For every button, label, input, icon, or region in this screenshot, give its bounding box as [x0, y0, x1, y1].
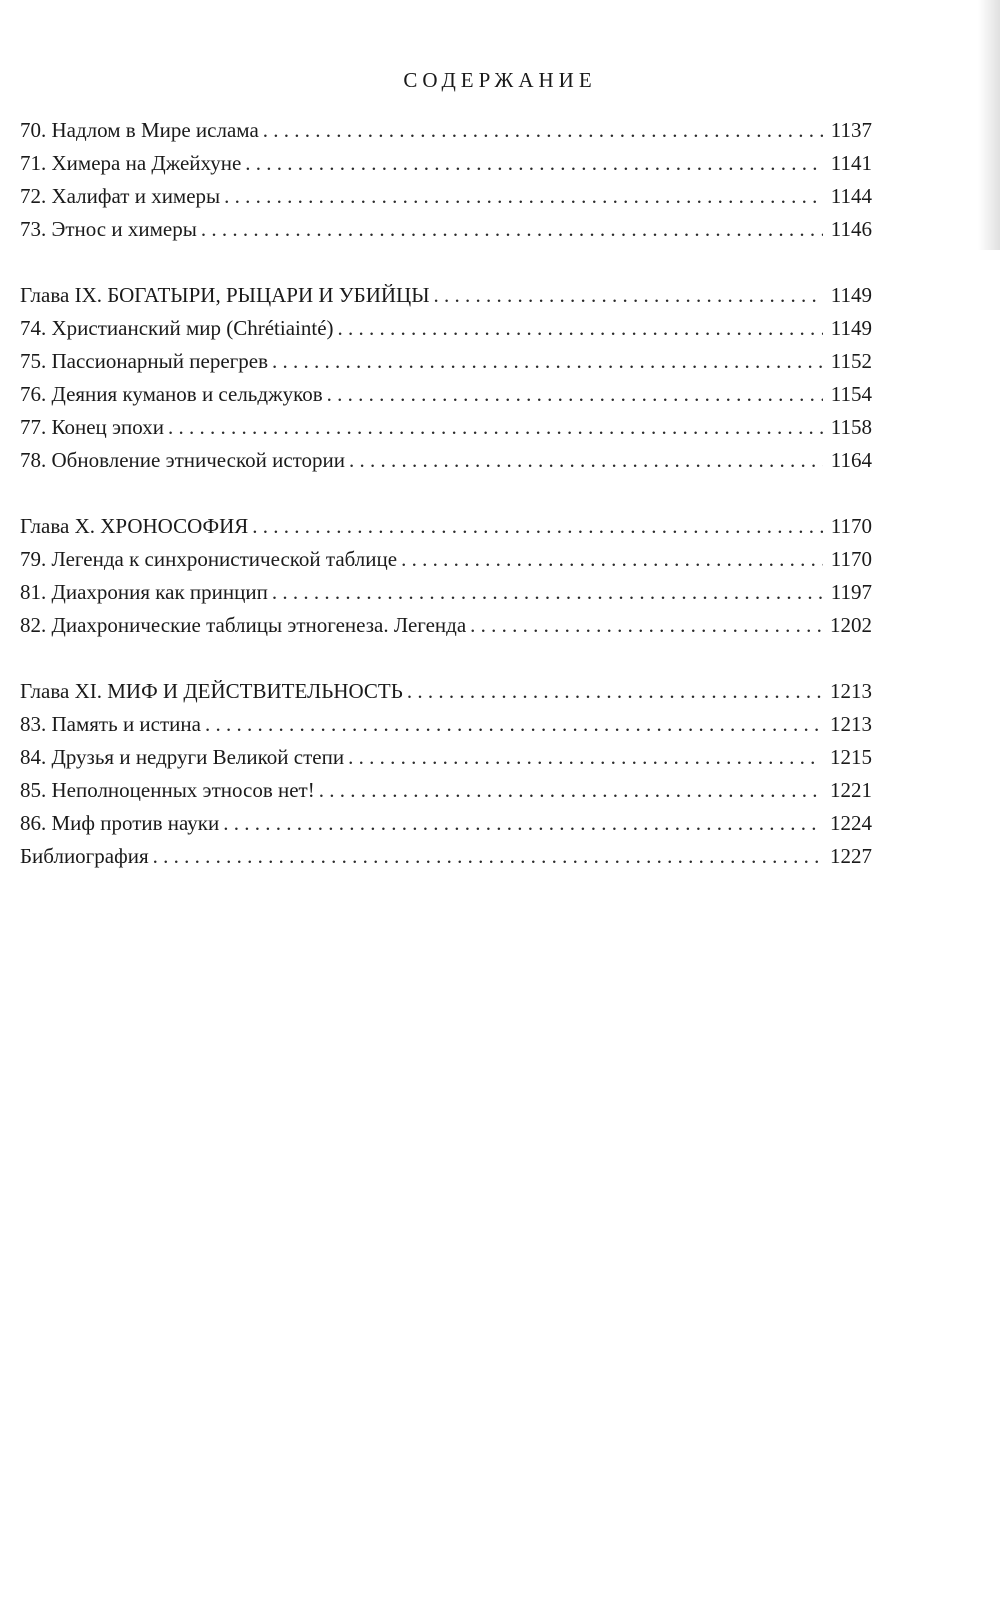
toc-entry-page: 1152	[830, 349, 872, 373]
toc-entry-page: 1164	[830, 448, 872, 472]
toc-entry-page: 1227	[830, 844, 872, 868]
dot-leader	[272, 576, 823, 609]
toc-entry-page: 1154	[830, 382, 872, 406]
toc-entry-label: 82. Диахронические таблицы этногенеза. Легенда	[20, 613, 467, 637]
dot-leader	[224, 180, 823, 213]
toc-entry	[20, 312, 872, 345]
dot-leader	[223, 807, 822, 840]
dot-leader	[434, 279, 823, 312]
toc-entry-label: 86. Миф против науки	[20, 811, 220, 835]
toc-entry-page: 1202	[830, 613, 872, 637]
toc-entry	[20, 444, 872, 477]
toc-entry	[20, 840, 872, 873]
toc-entry-page: 1215	[830, 745, 872, 769]
dot-leader	[348, 741, 822, 774]
toc-entry-label: 81. Диахрония как принцип	[20, 580, 268, 604]
toc-entry-page: 1158	[830, 415, 872, 439]
toc-entry	[20, 741, 872, 774]
toc-entry-label: 73. Этнос и химеры	[20, 217, 197, 241]
toc-entry	[20, 147, 872, 180]
dot-leader	[168, 411, 823, 444]
toc-entry	[20, 807, 872, 840]
toc-group	[20, 510, 872, 642]
toc-entry-label: 79. Легенда к синхронистической таблице	[20, 547, 398, 571]
toc-entry-page: 1221	[830, 778, 872, 802]
toc-chapter-label: Глава X. ХРОНОСОФИЯ	[20, 514, 249, 538]
toc-entry-label: 75. Пассионарный перегрев	[20, 349, 268, 373]
toc-entry-label: 83. Память и истина	[20, 712, 201, 736]
dot-leader	[349, 444, 823, 477]
toc-entry-page: 1170	[830, 547, 872, 571]
table-of-contents	[20, 114, 872, 906]
dot-leader	[205, 708, 822, 741]
toc-entry	[20, 543, 872, 576]
toc-entry	[20, 774, 872, 807]
dot-leader	[263, 114, 823, 147]
toc-group	[20, 675, 872, 873]
toc-chapter-entry	[20, 279, 872, 312]
dot-leader	[272, 345, 823, 378]
toc-entry	[20, 114, 872, 147]
dot-leader	[245, 147, 822, 180]
toc-entry-page: 1224	[830, 811, 872, 835]
toc-entry-page: 1141	[830, 151, 872, 175]
toc-chapter-entry	[20, 510, 872, 543]
dot-leader	[338, 312, 823, 345]
toc-entry-page: 1144	[830, 184, 872, 208]
running-head: СОДЕРЖАНИЕ	[403, 68, 597, 92]
toc-entry-page: 1197	[830, 580, 872, 604]
toc-entry-page: 1149	[830, 316, 872, 340]
toc-group	[20, 279, 872, 477]
dot-leader	[327, 378, 823, 411]
toc-entry-label: 85. Неполноценных этносов нет!	[20, 778, 315, 802]
dot-leader	[470, 609, 822, 642]
dot-leader	[401, 543, 823, 576]
toc-entry-page: 1170	[830, 514, 872, 538]
toc-entry-label: 76. Деяния куманов и сельджуков	[20, 382, 323, 406]
dot-leader	[319, 774, 822, 807]
toc-entry-page: 1146	[830, 217, 872, 241]
toc-entry-page: 1213	[830, 679, 872, 703]
toc-entry	[20, 708, 872, 741]
toc-entry-label: 78. Обновление этнической истории	[20, 448, 346, 472]
dot-leader	[153, 840, 822, 873]
toc-entry-page: 1137	[830, 118, 872, 142]
toc-chapter-entry	[20, 675, 872, 708]
toc-entry	[20, 576, 872, 609]
toc-entry-label: 72. Халифат и химеры	[20, 184, 221, 208]
toc-entry	[20, 345, 872, 378]
dot-leader	[407, 675, 822, 708]
toc-group	[20, 114, 872, 246]
toc-entry	[20, 411, 872, 444]
toc-entry-page: 1213	[830, 712, 872, 736]
toc-entry	[20, 378, 872, 411]
toc-entry	[20, 609, 872, 642]
toc-chapter-label: Глава IX. БОГАТЫРИ, РЫЦАРИ И УБИЙЦЫ	[20, 283, 430, 307]
toc-entry-label: 77. Конец эпохи	[20, 415, 164, 439]
toc-entry	[20, 213, 872, 246]
toc-entry-label: Библиография	[20, 844, 149, 868]
toc-chapter-label: Глава XI. МИФ И ДЕЙСТВИТЕЛЬНОСТЬ	[20, 679, 403, 703]
toc-entry-label: 74. Христианский мир (Chrétiainté)	[20, 316, 334, 340]
dot-leader	[252, 510, 822, 543]
toc-entry-label: 84. Друзья и недруги Великой степи	[20, 745, 345, 769]
toc-entry-page: 1149	[830, 283, 872, 307]
dot-leader	[201, 213, 823, 246]
toc-entry	[20, 180, 872, 213]
toc-entry-label: 70. Надлом в Мире ислама	[20, 118, 259, 142]
toc-entry-label: 71. Химера на Джейхуне	[20, 151, 242, 175]
scan-edge-shadow	[978, 0, 1000, 250]
